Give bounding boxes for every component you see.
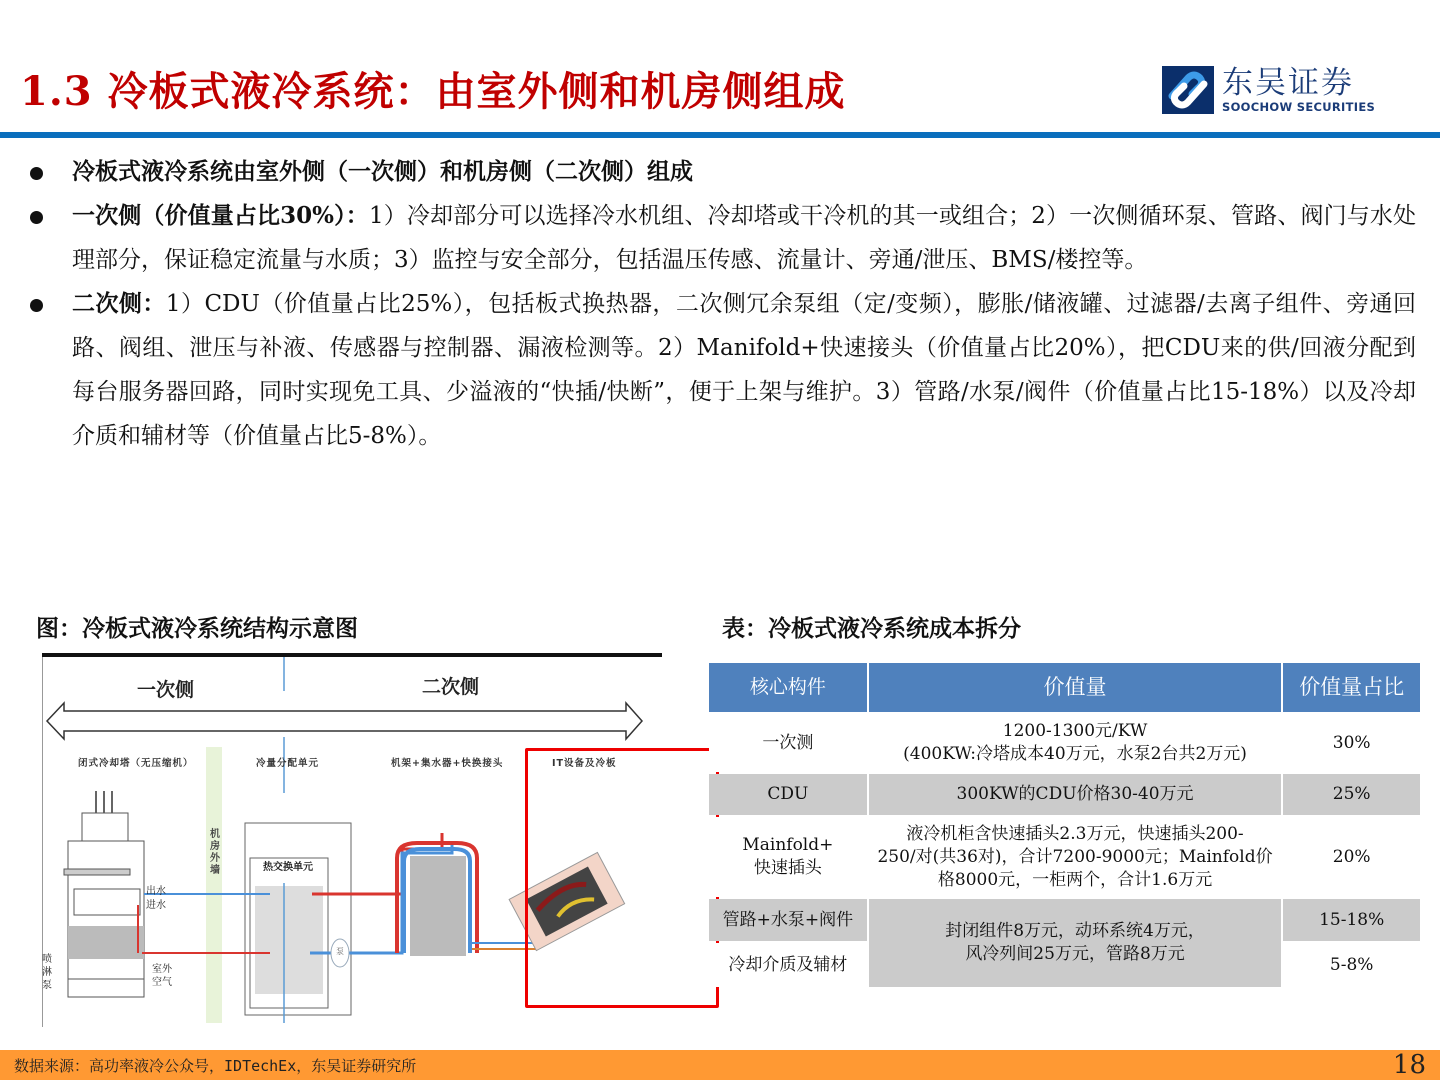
it-equipment-highlight-box — [525, 748, 719, 1008]
it-equipment-label: IT设备及冷板 — [552, 758, 617, 769]
cell-value-line: 格8000元，一柜两个，合计1.6万元 — [937, 869, 1213, 890]
rack-label: 机架+集水器+快换接头 — [391, 758, 504, 769]
cell-value-line: 250/对(共36对)，合计7200-9000元；Mainfold价 — [877, 846, 1273, 867]
bullet-list — [26, 150, 1416, 458]
logo-chinese-name: 东吴证券 — [1222, 65, 1354, 101]
cell-share: 20% — [1332, 846, 1371, 867]
bullet-dot-icon — [26, 194, 72, 282]
cell-component — [709, 817, 867, 897]
figure-caption: 图：冷板式液冷系统结构示意图 — [36, 616, 358, 642]
bullet-text: 1）CDU（价值量占比25%），包括板式换热器，二次侧冗余泵组（定/变频），膨胀/储液罐、过滤器/去离子组件、旁通回路、阀组、泄压与补液、传感器与控制器、漏液检测等。2）Manifold+快速接头（价值量占比20%），把CDU来的供/回液分配到每台服务器回路，同时实现免工具、少溢液的“快插/快断”，便于上架与维护。3）管路/水泵/阀件（价值量占比15-18%）以及冷却介质和辅材等（价值量占比5-8%）。 — [72, 291, 1416, 449]
cost-breakdown-table — [707, 661, 1422, 989]
cell-share: 30% — [1332, 732, 1371, 753]
page-number: 18 — [1392, 1050, 1426, 1080]
cell-share: 25% — [1283, 774, 1420, 815]
bullet-dot-icon — [26, 282, 72, 458]
header-divider — [0, 132, 1440, 138]
water-in-label: 进水 — [146, 900, 166, 911]
outdoor-air-label: 室外空气 — [152, 964, 172, 988]
cell-value-line: 封闭组件8万元，动环系统4万元， — [945, 921, 1205, 941]
primary-side-label: 一次侧 — [137, 679, 195, 701]
table-row — [709, 899, 1420, 941]
bullet-text: 1）冷却部分可以选择冷水机组、冷却塔或干冷机的其一或组合；2）一次侧循环泵、管路、阀门与水处理部分，保证稳定流量与水质；3）监控与安全部分，包括温压传感、流量计、旁通/泄压、BMS/楼控等。 — [72, 203, 1416, 273]
bullet-item — [26, 282, 1416, 458]
cell-value: 300KW的CDU价格30-40万元 — [869, 774, 1282, 815]
company-logo — [1162, 66, 1375, 114]
table-header-row — [709, 663, 1420, 712]
cell-value-merged — [869, 899, 1282, 987]
water-out-label: 出水 — [146, 886, 166, 897]
table-row — [709, 714, 1420, 772]
footer-bar — [0, 1050, 1440, 1080]
table-row — [709, 817, 1420, 897]
liquid-cooling-diagram — [42, 653, 678, 1027]
pump-label: 泵 — [336, 947, 344, 956]
cell-component: CDU — [709, 774, 867, 815]
bullet-item — [26, 194, 1416, 282]
heat-exchanger-label: 热交换单元 — [263, 862, 313, 873]
secondary-side-label: 二次侧 — [422, 676, 480, 698]
cell-share: 5-8% — [1329, 954, 1374, 975]
table-row — [709, 774, 1420, 815]
page-title: 1.3 冷板式液冷系统：由室外侧和机房侧组成 — [20, 68, 846, 115]
bullet-dot-icon — [26, 150, 72, 194]
cell-value-line: 液冷机柜含快速插头2.3万元，快速插头200- — [906, 823, 1244, 844]
cell-value — [869, 714, 1282, 772]
cell-component-line: 快速插头 — [753, 858, 822, 878]
soochow-logo-icon — [1162, 66, 1214, 114]
cell-value-line: 1200-1300元/KW — [1002, 721, 1148, 741]
logo-english-name: SOOCHOW SECURITIES — [1222, 100, 1376, 114]
cell-component: 管路+水泵+阀件 — [709, 899, 867, 941]
cell-value-line: (400KW:冷塔成本40万元，水泵2台共2万元) — [903, 744, 1247, 764]
cell-component: 一次测 — [762, 732, 814, 753]
cell-value — [869, 817, 1282, 897]
header-value: 价值量 — [869, 663, 1282, 712]
bullet-item — [26, 150, 1416, 194]
cell-component-line: Mainfold+ — [742, 835, 834, 855]
cell-share: 15-18% — [1283, 899, 1420, 941]
bullet-bold-text: 冷板式液冷系统由室外侧（一次侧）和机房侧（二次侧）组成 — [72, 158, 693, 185]
header-component: 核心构件 — [709, 663, 867, 712]
cooling-tower-label: 闭式冷却塔（无压缩机） — [78, 758, 194, 769]
header-share: 价值量占比 — [1283, 663, 1420, 712]
cell-component: 冷却介质及辅材 — [728, 954, 848, 975]
bullet-bold-text: 一次侧（价值量占比30%）： — [72, 202, 369, 229]
table-caption: 表：冷板式液冷系统成本拆分 — [722, 616, 1021, 642]
bullet-bold-text: 二次侧： — [72, 290, 166, 317]
data-source: 数据来源：高功率液冷公众号，IDTechEx，东吴证券研究所 — [14, 1056, 417, 1075]
cell-value-line: 风冷列间25万元，管路8万元 — [965, 944, 1185, 964]
wall-label: 机房外墙 — [210, 829, 220, 876]
spray-pump-label: 喷淋泵 — [42, 954, 52, 991]
cdu-label: 冷量分配单元 — [256, 758, 320, 769]
